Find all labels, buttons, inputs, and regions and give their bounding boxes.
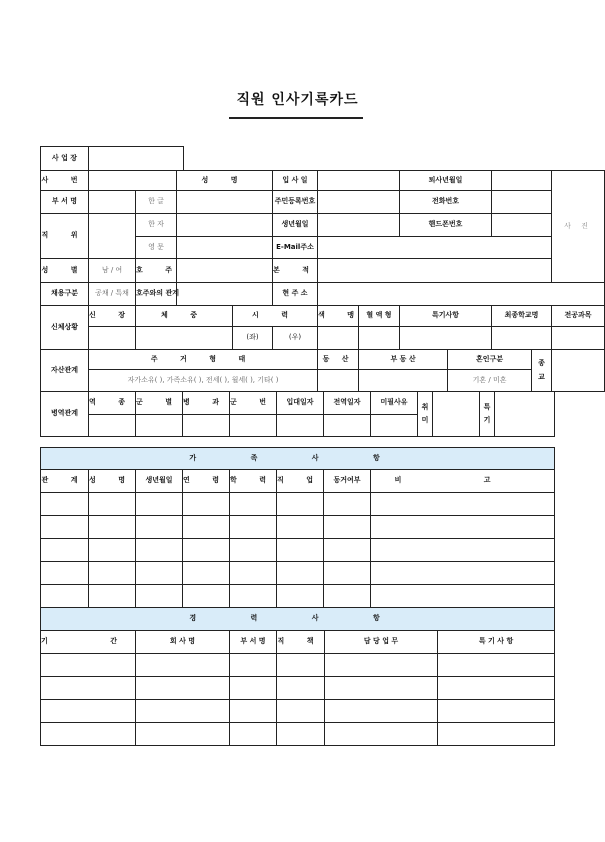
name-hanja-field[interactable] [177,214,273,237]
family-header-education: 학 력 [230,470,277,493]
vision-right[interactable]: (우) [273,327,318,350]
realestate-label: 부 동 산 [359,350,448,370]
address-label: 현 주 소 [273,283,318,306]
hobby-field[interactable] [433,392,480,437]
special-notes-field[interactable] [400,327,492,350]
hobby-label [418,392,433,437]
housing-options[interactable]: 자가소유( ), 가족소유( ), 전세( ), 월세( ), 기타( ) [89,370,318,392]
vision-label: 시 력 [233,306,318,327]
religion-label-top: 종 [538,359,545,368]
body-label: 신체상황 [41,306,89,350]
branch-label: 군 별 [136,392,183,415]
family-header-name: 성 명 [89,470,136,493]
workplace-table [40,146,184,171]
photo-box: 사 진 [552,171,605,283]
resident-no-label: 주민등록번호 [273,191,318,214]
body-table [40,305,605,350]
emp-no-field[interactable] [89,171,177,191]
family-table [40,447,555,608]
religion-label [532,350,552,392]
career-header-duty: 담 당 업 무 [325,631,438,654]
school-label: 최종학교명 [492,306,552,327]
resign-date-field[interactable] [492,171,552,191]
family-header-cohabit: 동거여부 [324,470,371,493]
career-table [40,607,555,746]
birth-date-field[interactable] [318,214,400,237]
career-section-title: 경 력 사 항 [41,608,555,631]
career-header-period: 기 간 [41,631,136,654]
enlist-label: 입대일자 [277,392,324,415]
name-korean-field[interactable] [177,191,273,214]
blood-type-field[interactable] [359,327,400,350]
weight-field[interactable] [136,327,233,350]
head-label: 호 주 [136,259,177,283]
origin-label: 본 적 [273,259,318,283]
branch-field[interactable] [136,415,183,437]
service-field[interactable] [89,415,136,437]
mil-no-field[interactable] [230,415,277,437]
table-row [41,677,555,700]
position-field[interactable] [89,214,136,259]
emp-no-label: 사 번 [41,171,89,191]
address-field[interactable] [318,283,605,306]
major-label: 전공과목 [552,306,605,327]
movable-label: 동 산 [318,350,359,370]
table-row [41,539,555,562]
table-row [41,493,555,516]
talent-label-bottom: 기 [483,416,491,424]
table-row [41,700,555,723]
discharge-field[interactable] [324,415,371,437]
specialty-field[interactable] [183,415,230,437]
blood-type-label: 혈 액 형 [359,306,400,327]
movable-field[interactable] [318,370,359,392]
discharge-label: 전역일자 [324,392,371,415]
email-field[interactable] [318,237,552,259]
marital-options[interactable]: 기혼 / 미혼 [448,370,532,392]
workplace-label: 사 업 장 [41,147,89,171]
name-english-field[interactable] [177,237,273,259]
dept-label: 부 서 명 [41,191,89,214]
height-field[interactable] [89,327,136,350]
personal-info-table [40,170,605,306]
enlist-field[interactable] [277,415,324,437]
family-header-age: 연 령 [183,470,230,493]
talent-label-top: 특 [483,402,491,411]
phone-label: 전화번호 [400,191,492,214]
color-blind-label: 색 맹 [318,306,359,327]
career-header-notes: 특 기 사 항 [438,631,555,654]
title-underline [229,117,363,119]
table-row [41,723,555,746]
school-field[interactable] [492,327,552,350]
family-header-birth: 생년월일 [136,470,183,493]
exempt-label: 미필사유 [371,392,418,415]
hire-type-label: 채용구분 [41,283,89,306]
realestate-field[interactable] [359,370,448,392]
name-hanja-label: 한 자 [136,214,177,237]
mil-no-label: 군 번 [230,392,277,415]
gender-options[interactable]: 남 / 여 [89,259,136,283]
specialty-label: 병 과 [183,392,230,415]
religion-field[interactable] [552,350,605,392]
family-section-title: 가 족 사 항 [41,448,555,470]
head-field[interactable] [177,259,273,283]
talent-field[interactable] [495,392,555,437]
table-row [41,516,555,539]
assets-table [40,349,605,392]
table-row [41,654,555,677]
hobby-label-top: 취 [421,402,429,411]
dept-field[interactable] [89,191,136,214]
birth-date-label: 생년월일 [273,214,318,237]
weight-label: 체 중 [136,306,233,327]
table-row [41,562,555,585]
name-label: 성 명 [177,171,273,191]
talent-label [480,392,495,437]
vision-left[interactable]: (좌) [233,327,273,350]
hire-type-options[interactable]: 공채 / 특채 [89,283,136,306]
religion-label-bottom: 교 [538,372,545,381]
mobile-label: 핸드폰번호 [400,214,492,237]
phone-field[interactable] [492,191,552,214]
resign-date-label: 퇴사년월일 [400,171,492,191]
assets-label: 자산관계 [41,350,89,392]
email-label: E-Mail주소 [273,237,318,259]
military-table [40,391,555,437]
service-label: 역 종 [89,392,136,415]
family-header-relation: 관 계 [41,470,89,493]
exempt-field[interactable] [371,415,418,437]
career-header-title: 직 책 [277,631,325,654]
head-relation-field[interactable] [177,283,273,306]
name-english-label: 영 문 [136,237,177,259]
hobby-label-bottom: 미 [421,416,429,424]
special-notes-label: 특기사항 [400,306,492,327]
head-relation-label: 호주와의 관계 [136,283,177,306]
table-row [41,585,555,608]
family-header-job: 직 업 [277,470,324,493]
height-label: 신 장 [89,306,136,327]
military-label: 병역관계 [41,392,89,437]
marital-label: 혼인구분 [448,350,532,370]
hire-date-field[interactable] [318,171,400,191]
career-header-company: 회 사 명 [136,631,230,654]
mobile-field[interactable] [492,214,552,237]
gender-label: 성 별 [41,259,89,283]
resident-no-field[interactable] [318,191,400,214]
workplace-field[interactable] [89,147,184,171]
family-header-note: 비 고 [371,470,555,493]
career-header-dept: 부 서 명 [230,631,277,654]
hire-date-label: 입 사 일 [273,171,318,191]
origin-field[interactable] [318,259,552,283]
major-field[interactable] [552,327,605,350]
color-blind-field[interactable] [318,327,359,350]
position-label: 직 위 [41,214,89,259]
housing-label: 주 거 형 태 [89,350,318,370]
name-korean-label: 한 글 [136,191,177,214]
page-title: 직원 인사기록카드 [236,92,359,108]
